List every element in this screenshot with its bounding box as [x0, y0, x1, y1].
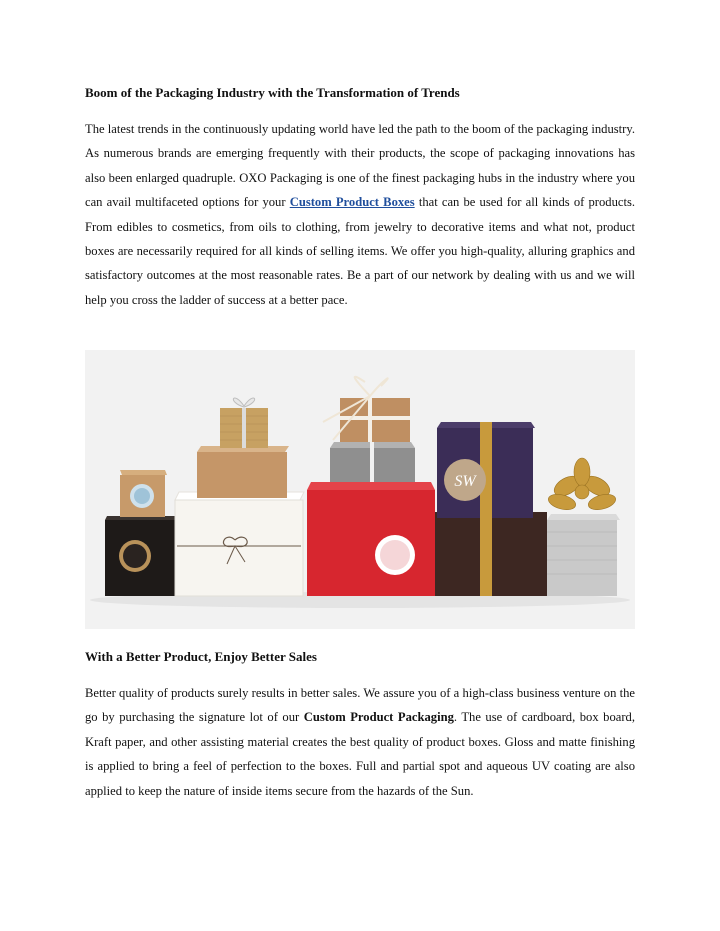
custom-product-packaging-bold: Custom Product Packaging: [303, 710, 454, 725]
paragraph-text: . The use of cardboard, box board, Kraft paper, and other assisting material creates the best quality of product boxes. Gloss and matte finishing is applied to bring a feel of perfection to the boxes. Full and partial spot and aqueous UV coating are also applied to keep the nature of inside items secure from the hazards of the Sun.: [85, 710, 635, 798]
custom-product-boxes-link[interactable]: Custom Product Boxes: [289, 195, 415, 210]
grey-box: [330, 442, 415, 482]
kraft-box-middle: [197, 446, 289, 498]
paragraph-text: Better quality of products surely results in better sales. We assure you of a high-class business venture on the go by purchasing the signature lot of our: [85, 686, 635, 725]
paragraph-better-quality: [85, 681, 635, 803]
paragraph-latest-trends: [85, 117, 635, 312]
black-box: [105, 516, 177, 596]
gift-boxes-illustration: [85, 350, 635, 629]
small-kraft-box: [120, 470, 167, 517]
red-box: [307, 482, 435, 596]
white-box: [175, 492, 304, 596]
paragraph-text: that can be used for all kinds of products. From edibles to cosmetics, from oils to clothing, from jewelry to decorative items and what not, product boxes are necessarily required for all kinds of selling items. We offer you high-quality, alluring graphics and satisfactory outcomes at the most reasonable rates. Be a part of our network by dealing with us and we will help you cross the ladder of success at a better pace.: [85, 195, 636, 307]
section-heading-boom: Boom of the Packaging Industry with the Transformation of Trends: [85, 85, 460, 100]
paragraph-text: The latest trends in the continuously updating world have led the path to the boom of the packaging industry. As numerous brands are emerging frequently with their products, the scope of packaging innovations has also been enlarged quadruple. OXO Packaging is one of the finest packaging hubs in the industry where you can avail multifaceted options for your: [85, 122, 635, 210]
section-heading-better-sales: With a Better Product, Enjoy Better Sales: [85, 649, 317, 664]
sw-logo-text: SW: [454, 473, 476, 490]
product-boxes-image: [85, 350, 635, 629]
